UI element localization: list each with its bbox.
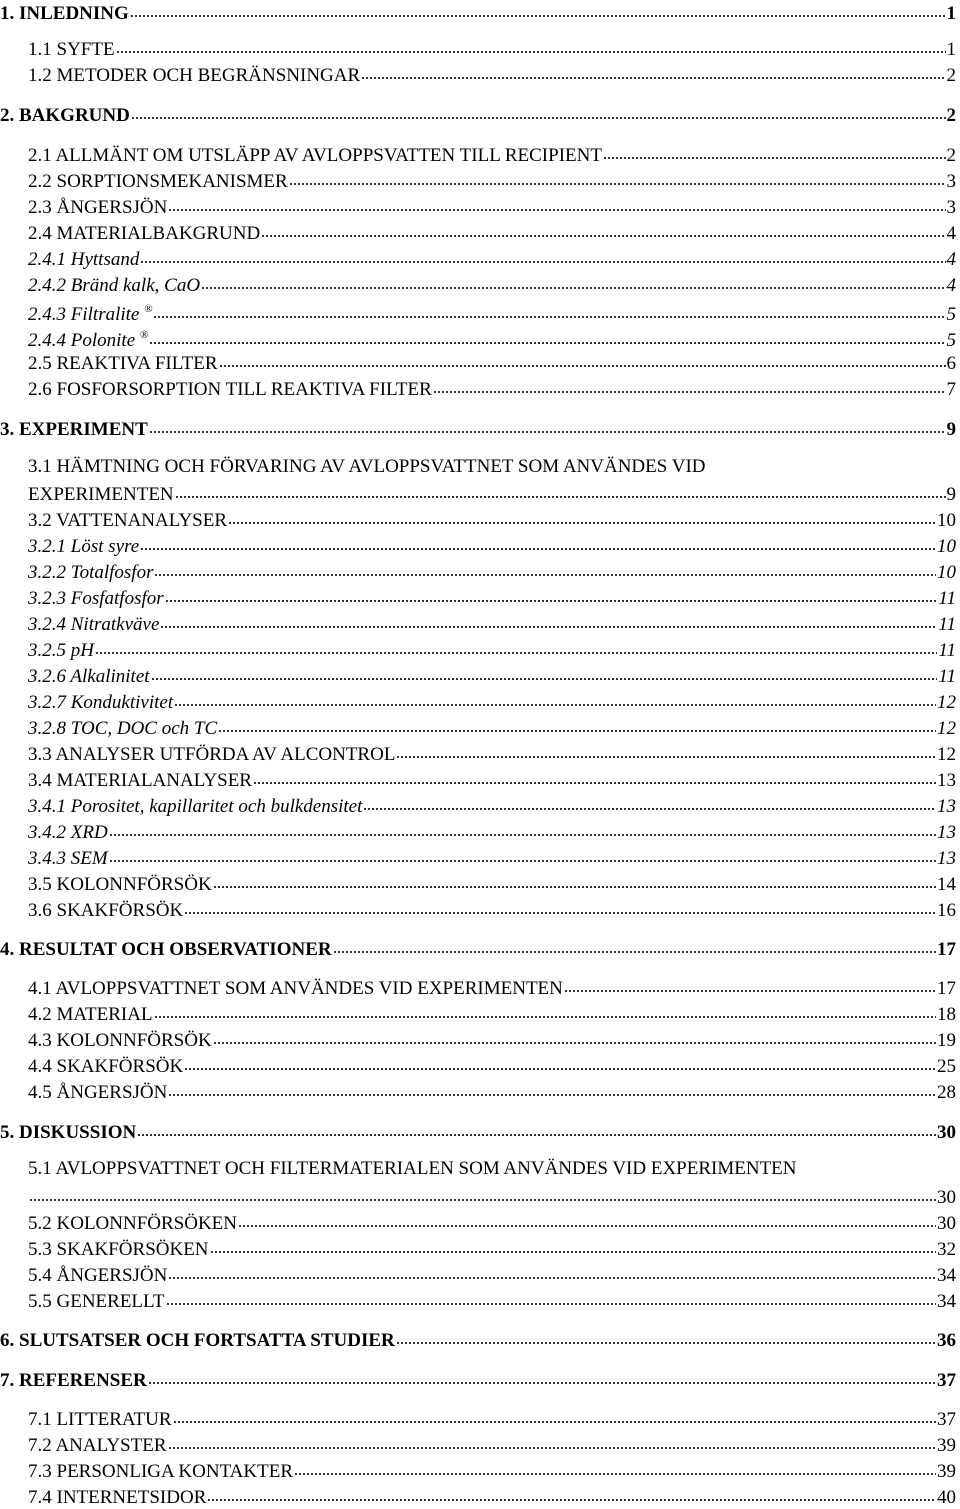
toc-entry[interactable] bbox=[0, 1327, 956, 1352]
toc-dot-leader bbox=[116, 36, 946, 55]
toc-entry[interactable] bbox=[28, 1484, 956, 1509]
toc-dot-leader bbox=[174, 689, 936, 708]
toc-dot-leader bbox=[137, 1119, 936, 1138]
toc-entry[interactable] bbox=[28, 36, 956, 61]
toc-dot-leader bbox=[213, 871, 936, 890]
toc-dot-leader bbox=[109, 819, 936, 838]
toc-entry[interactable] bbox=[0, 936, 956, 961]
toc-dot-leader bbox=[184, 1053, 936, 1072]
toc-entry[interactable] bbox=[28, 1210, 956, 1235]
toc-entry-label: 1.2 METODER OCH BEGRÄNSNINGAR bbox=[28, 65, 361, 86]
toc-entry-label: 4.1 AVLOPPSVATTNET SOM ANVÄNDES VID EXPERIMENTEN bbox=[28, 978, 563, 999]
toc-entry-label: 3.2.5 pH bbox=[28, 640, 94, 661]
toc-entry-page: 40 bbox=[937, 1487, 956, 1508]
toc-entry-label: 4.2 MATERIAL bbox=[28, 1004, 153, 1025]
toc-entry[interactable] bbox=[28, 142, 956, 167]
toc-entry-page: 9 bbox=[946, 484, 956, 505]
toc-dot-leader bbox=[140, 246, 945, 265]
toc-entry[interactable] bbox=[28, 1053, 956, 1078]
toc-dot-leader bbox=[140, 533, 936, 552]
toc-dot-leader bbox=[131, 102, 946, 121]
toc-entry-page: 37 bbox=[937, 1370, 956, 1391]
toc-dot-leader bbox=[219, 350, 946, 369]
toc-entry-page: 11 bbox=[938, 588, 956, 609]
toc-entry-page: 34 bbox=[937, 1265, 956, 1286]
toc-entry-label: 1. INLEDNING bbox=[0, 3, 129, 24]
toc-entry[interactable] bbox=[28, 62, 956, 87]
toc-entry-label: 2.6 FOSFORSORPTION TILL REAKTIVA FILTER bbox=[28, 379, 432, 400]
toc-entry-page: 30 bbox=[937, 1187, 956, 1208]
toc-entry-label: 3.2 VATTENANALYSER bbox=[28, 510, 228, 531]
toc-dot-leader bbox=[603, 142, 946, 161]
toc-entry-page: 13 bbox=[937, 822, 956, 843]
toc-entry[interactable] bbox=[28, 298, 956, 326]
toc-entry-page: 13 bbox=[937, 848, 956, 869]
toc-dot-leader bbox=[154, 1001, 936, 1020]
toc-entry[interactable] bbox=[28, 793, 956, 818]
toc-entry-label: 3.2.6 Alkalinitet bbox=[28, 666, 150, 687]
toc-entry-page: 17 bbox=[937, 978, 956, 999]
toc-entry-label: 3.4 MATERIALANALYSER bbox=[28, 770, 252, 791]
toc-dot-leader bbox=[261, 220, 945, 239]
toc-dot-leader bbox=[294, 1458, 936, 1477]
toc-entry-page: 25 bbox=[937, 1056, 956, 1077]
toc-entry-label: 5.2 KOLONNFÖRSÖKEN bbox=[28, 1213, 238, 1234]
toc-dot-leader bbox=[154, 559, 936, 578]
toc-dot-leader bbox=[109, 845, 936, 864]
toc-dot-leader bbox=[153, 301, 945, 320]
toc-dot-leader bbox=[253, 767, 936, 786]
toc-entry-page: 1 bbox=[946, 3, 956, 24]
toc-entry-page: 34 bbox=[937, 1291, 956, 1312]
toc-entry-label: 3.2.2 Totalfosfor bbox=[28, 562, 154, 583]
toc-entry-page: 1 bbox=[946, 39, 956, 60]
toc-entry-page: 11 bbox=[938, 666, 956, 687]
toc-entry-label: 3.4.3 SEM bbox=[28, 848, 108, 869]
toc-entry-page: 17 bbox=[937, 939, 956, 960]
toc-dot-leader bbox=[130, 0, 946, 19]
toc-entry[interactable] bbox=[0, 0, 956, 25]
toc-dot-leader bbox=[160, 611, 937, 630]
toc-entry-page: 11 bbox=[938, 640, 956, 661]
toc-entry[interactable] bbox=[28, 481, 956, 506]
registered-mark: ® bbox=[144, 303, 153, 315]
toc-entry-label: 3.2.3 Fosfatfosfor bbox=[28, 588, 164, 609]
toc-entry-page: 4 bbox=[946, 275, 956, 296]
toc-entry-page: 13 bbox=[937, 770, 956, 791]
toc-entry[interactable] bbox=[28, 1288, 956, 1313]
toc-entry-label: 7.4 INTERNETSIDOR bbox=[28, 1487, 207, 1508]
toc-entry-page: 37 bbox=[937, 1409, 956, 1430]
toc-entry[interactable] bbox=[28, 350, 956, 375]
toc-entry-label: 1.1 SYFTE bbox=[28, 39, 115, 60]
toc-entry-label: 6. SLUTSATSER OCH FORTSATTA STUDIER bbox=[0, 1330, 395, 1351]
toc-entry-page: 4 bbox=[946, 223, 956, 244]
toc-entry-label: 4.5 ÅNGERSJÖN bbox=[28, 1082, 168, 1103]
toc-entry[interactable] bbox=[0, 102, 956, 127]
toc-entry-label: 3.6 SKAKFÖRSÖK bbox=[28, 900, 184, 921]
toc-entry[interactable] bbox=[28, 507, 956, 532]
toc-entry-label: 7.3 PERSONLIGA KONTAKTER bbox=[28, 1461, 294, 1482]
toc-entry-label: 2.4.2 Bränd kalk, CaO bbox=[28, 275, 201, 296]
toc-entry[interactable] bbox=[28, 1079, 956, 1104]
toc-entry[interactable] bbox=[0, 416, 956, 441]
toc-entry[interactable] bbox=[28, 220, 956, 245]
toc-entry-page: 18 bbox=[937, 1004, 956, 1025]
toc-dot-leader bbox=[201, 272, 945, 291]
toc-dot-leader bbox=[228, 507, 936, 526]
toc-entry-page: 10 bbox=[937, 536, 956, 557]
toc-entry[interactable] bbox=[28, 1458, 956, 1483]
registered-mark: ® bbox=[139, 329, 149, 341]
toc-entry[interactable] bbox=[28, 1184, 956, 1209]
toc-dot-leader bbox=[289, 168, 946, 187]
toc-dot-leader bbox=[333, 936, 936, 955]
toc-entry[interactable] bbox=[0, 1367, 956, 1392]
toc-entry[interactable] bbox=[28, 975, 956, 1000]
toc-entry-label: 2.2 SORPTIONSMEKANISMER bbox=[28, 171, 288, 192]
toc-entry-page: 11 bbox=[938, 614, 956, 635]
toc-dot-leader bbox=[396, 741, 936, 760]
toc-dot-leader bbox=[207, 1484, 936, 1503]
toc-entry-label: 5. DISKUSSION bbox=[0, 1122, 137, 1143]
toc-entry[interactable] bbox=[28, 871, 956, 896]
toc-dot-leader bbox=[363, 793, 936, 812]
toc-entry-label: 4.4 SKAKFÖRSÖK bbox=[28, 1056, 184, 1077]
toc-dot-leader bbox=[165, 585, 938, 604]
toc-entry-label: 2.5 REAKTIVA FILTER bbox=[28, 353, 218, 374]
toc-entry-label: 7. REFERENSER bbox=[0, 1370, 147, 1391]
toc-entry[interactable] bbox=[28, 1236, 956, 1261]
toc-entry-page: 3 bbox=[946, 171, 956, 192]
toc-entry-label: 3.2.4 Nitratkväve bbox=[28, 614, 160, 635]
toc-entry-page: 30 bbox=[937, 1213, 956, 1234]
toc-entry-page: 39 bbox=[937, 1461, 956, 1482]
toc-entry-page: 36 bbox=[937, 1330, 956, 1351]
toc-entry[interactable] bbox=[28, 456, 956, 478]
toc-entry-label: 2. BAKGRUND bbox=[0, 105, 130, 126]
toc-entry[interactable] bbox=[28, 1001, 956, 1026]
toc-entry[interactable] bbox=[28, 689, 956, 714]
toc-entry-label: 3.2.1 Löst syre bbox=[28, 536, 140, 557]
toc-entry-page: 5 bbox=[946, 330, 956, 351]
toc-entry[interactable] bbox=[28, 897, 956, 922]
toc-entry[interactable] bbox=[28, 1432, 956, 1457]
toc-dot-leader bbox=[175, 481, 946, 500]
toc-dot-leader bbox=[151, 663, 938, 682]
toc-entry-label: 3.3 ANALYSER UTFÖRDA AV ALCONTROL bbox=[28, 744, 396, 765]
toc-dot-leader bbox=[213, 1027, 936, 1046]
toc-entry-label: 5.1 AVLOPPSVATTNET OCH FILTERMATERIALEN SOM ANVÄNDES VID EXPERIMENTEN bbox=[28, 1158, 797, 1179]
toc-dot-leader bbox=[29, 1184, 936, 1203]
toc-entry[interactable] bbox=[28, 585, 956, 610]
toc-dot-leader bbox=[210, 1236, 936, 1255]
toc-entry[interactable] bbox=[28, 715, 956, 740]
toc-dot-leader bbox=[238, 1210, 936, 1229]
toc-entry[interactable] bbox=[28, 819, 956, 844]
toc-entry-page: 2 bbox=[946, 65, 956, 86]
toc-entry-page: 16 bbox=[937, 900, 956, 921]
toc-entry-page: 10 bbox=[937, 562, 956, 583]
toc-entry[interactable] bbox=[28, 168, 956, 193]
toc-dot-leader bbox=[184, 897, 936, 916]
toc-entry-page: 10 bbox=[937, 510, 956, 531]
toc-entry-label: 5.3 SKAKFÖRSÖKEN bbox=[28, 1239, 209, 1260]
toc-entry-label: 3.1 HÄMTNING OCH FÖRVARING AV AVLOPPSVATTNET SOM ANVÄNDES VID bbox=[28, 456, 706, 477]
toc-entry[interactable] bbox=[28, 246, 956, 271]
toc-dot-leader bbox=[173, 1406, 936, 1425]
toc-entry[interactable] bbox=[28, 533, 956, 558]
toc-entry-page: 30 bbox=[937, 1122, 956, 1143]
toc-entry-label: 3.4.1 Porositet, kapillaritet och bulkdensitet bbox=[28, 796, 363, 817]
toc-entry-page: 14 bbox=[937, 874, 956, 895]
toc-entry-label: 7.2 ANALYSTER bbox=[28, 1435, 167, 1456]
toc-dot-leader bbox=[168, 194, 945, 213]
toc-entry-page: 12 bbox=[937, 718, 956, 739]
toc-entry-page: 3 bbox=[946, 197, 956, 218]
toc-entry[interactable] bbox=[28, 741, 956, 766]
toc-dot-leader bbox=[433, 376, 946, 395]
toc-entry[interactable] bbox=[28, 637, 956, 662]
toc-entry[interactable] bbox=[28, 272, 956, 297]
toc-entry-page: 2 bbox=[946, 145, 956, 166]
toc-entry[interactable] bbox=[28, 376, 956, 401]
toc-dot-leader bbox=[149, 416, 946, 435]
toc-entry-page: 9 bbox=[946, 419, 956, 440]
toc-entry[interactable] bbox=[28, 845, 956, 870]
toc-entry-label: 3.2.8 TOC, DOC och TC bbox=[28, 718, 218, 739]
toc-dot-leader bbox=[168, 1079, 936, 1098]
toc-dot-leader bbox=[148, 1367, 936, 1386]
toc-entry-label: 5.5 GENERELLT bbox=[28, 1291, 165, 1312]
toc-entry-page: 7 bbox=[946, 379, 956, 400]
toc-entry[interactable] bbox=[0, 1119, 956, 1144]
toc-entry-label: 5.4 ÅNGERSJÖN bbox=[28, 1265, 168, 1286]
toc-entry[interactable] bbox=[28, 194, 956, 219]
toc-dot-leader bbox=[218, 715, 936, 734]
toc-entry-label: 2.4.1 Hyttsand bbox=[28, 249, 140, 270]
toc-entry-page: 28 bbox=[937, 1082, 956, 1103]
toc-dot-leader bbox=[361, 62, 945, 81]
toc-entry-page: 5 bbox=[946, 304, 956, 325]
toc-entry-page: 32 bbox=[937, 1239, 956, 1260]
toc-entry-label: EXPERIMENTEN bbox=[28, 484, 174, 505]
toc-entry[interactable] bbox=[28, 767, 956, 792]
toc-dot-leader bbox=[149, 327, 945, 346]
toc-entry-label: 2.4.3 Filtralite ® bbox=[28, 303, 153, 325]
toc-dot-leader bbox=[168, 1262, 936, 1281]
toc-dot-leader bbox=[95, 637, 937, 656]
toc-entry-page: 12 bbox=[937, 692, 956, 713]
toc-entry-page: 6 bbox=[946, 353, 956, 374]
toc-entry-page: 4 bbox=[946, 249, 956, 270]
toc-dot-leader bbox=[166, 1288, 936, 1307]
toc-entry-label: 2.1 ALLMÄNT OM UTSLÄPP AV AVLOPPSVATTEN TILL RECIPIENT bbox=[28, 145, 602, 166]
toc-entry[interactable] bbox=[28, 1262, 956, 1287]
toc-entry-label: 3.4.2 XRD bbox=[28, 822, 108, 843]
toc-entry[interactable] bbox=[28, 611, 956, 636]
toc-entry[interactable] bbox=[28, 559, 956, 584]
toc-entry[interactable] bbox=[28, 1158, 956, 1180]
toc-entry-label: 3.2.7 Konduktivitet bbox=[28, 692, 174, 713]
toc-entry-label: 3. EXPERIMENT bbox=[0, 419, 148, 440]
toc-dot-leader bbox=[564, 975, 936, 994]
toc-dot-leader bbox=[168, 1432, 937, 1451]
toc-entry-label: 4. RESULTAT OCH OBSERVATIONER bbox=[0, 939, 332, 960]
toc-entry-label: 4.3 KOLONNFÖRSÖK bbox=[28, 1030, 212, 1051]
toc-entry-label: 2.4 MATERIALBAKGRUND bbox=[28, 223, 261, 244]
toc-entry-label: 3.5 KOLONNFÖRSÖK bbox=[28, 874, 212, 895]
toc-entry-page: 39 bbox=[937, 1435, 956, 1456]
toc-dot-leader bbox=[396, 1327, 936, 1346]
toc-entry-page: 12 bbox=[937, 744, 956, 765]
toc-entry-label: 2.4.4 Polonite ® bbox=[28, 329, 149, 351]
toc-entry-page: 2 bbox=[946, 105, 956, 126]
toc-entry-label: 7.1 LITTERATUR bbox=[28, 1409, 172, 1430]
toc-entry[interactable] bbox=[28, 324, 956, 352]
toc-entry-page: 13 bbox=[937, 796, 956, 817]
toc-entry[interactable] bbox=[28, 663, 956, 688]
toc-entry[interactable] bbox=[28, 1406, 956, 1431]
toc-entry-page: 19 bbox=[937, 1030, 956, 1051]
toc-entry[interactable] bbox=[28, 1027, 956, 1052]
toc-entry-label: 2.3 ÅNGERSJÖN bbox=[28, 197, 168, 218]
